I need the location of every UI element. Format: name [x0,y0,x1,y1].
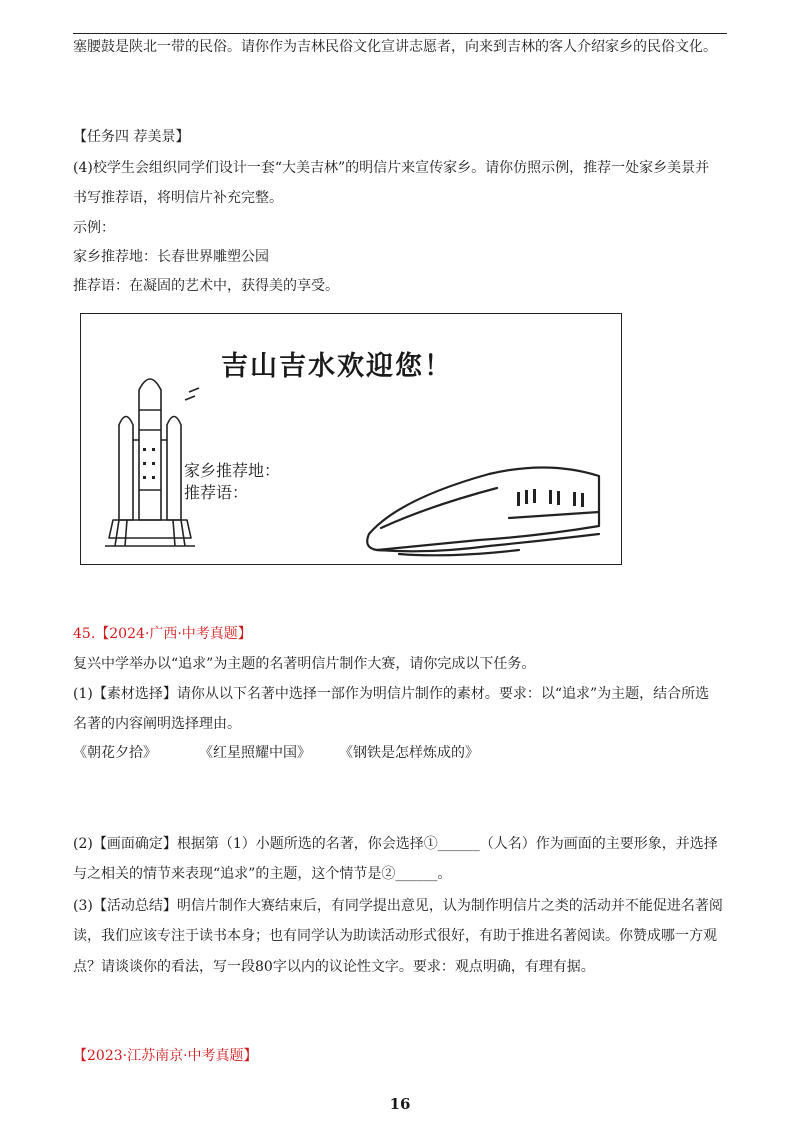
example-reason: 推荐语：在凝固的艺术中，获得美的享受。 [73,278,339,294]
next-question-source: 【2023·江苏南京·中考真题】 [73,1048,258,1064]
q45-part2-line2: 与之相关的情节来表现“追求”的主题，这个情节是②______。 [73,866,452,882]
question-source: 【2024·广西·中考真题】 [95,626,252,642]
task4-prompt-line1: (4)校学生会组织同学们设计一套“大美吉林”的明信片来宣传家乡。请你仿照示例，推荐一处家乡美景并 [73,160,710,176]
example-label: 示例： [73,220,115,236]
q45-part3-line2: 读，我们应该专注于读书本身；也有同学认为助读活动形式很好，有助于推进名著阅读。你赞成哪一方观 [73,928,717,944]
q45-part1-line1: (1)【素材选择】请你从以下名著中选择一部作为明信片制作的素材。要求：以“追求”为主题，结合所选 [73,686,710,702]
book-options [73,744,479,762]
book-option: 《钢铁是怎样炼成的》 [339,745,479,761]
page-number: 16 [389,1095,411,1113]
intro-line: 塞腰鼓是陕北一带的民俗。请你作为吉林民俗文化宣讲志愿者，向来到吉林的客人介绍家乡的民俗文化。 [73,39,717,55]
postcard-place-label: 家乡推荐地： [184,461,281,480]
q45-part1-line2: 名著的内容阐明选择理由。 [73,716,241,732]
postcard-illustration [80,313,622,565]
bullet-train-icon [359,454,609,564]
header-rule [73,33,727,34]
q45-header [73,625,252,643]
example-place: 家乡推荐地：长春世界雕塑公园 [73,249,269,265]
task4-prompt-line2: 书写推荐语，将明信片补充完整。 [73,190,283,206]
book-option: 《红星照耀中国》 [199,745,311,761]
q45-intro: 复兴中学举办以“追求”为主题的名著明信片制作大赛，请你完成以下任务。 [73,656,536,672]
postcard-reason-label: 推荐语： [184,483,249,502]
q45-part2-line1: (2)【画面确定】根据第（1）小题所选的名著，你会选择①______（人名）作为画面的主要形象，并选择 [73,836,718,852]
postcard-headline: 吉山吉水欢迎您！ [221,351,453,382]
q45-part3-line3: 点？请谈谈你的看法，写一段80字以内的议论性文字。要求：观点明确，有理有据。 [73,959,595,975]
question-number: 45. [73,626,96,642]
book-option: 《朝花夕拾》 [73,745,157,761]
q45-part3-line1: (3)【活动总结】明信片制作大赛结束后，有同学提出意见，认为制作明信片之类的活动并不能促进名著阅 [73,898,723,914]
task4-heading: 【任务四 荐美景】 [73,129,190,145]
